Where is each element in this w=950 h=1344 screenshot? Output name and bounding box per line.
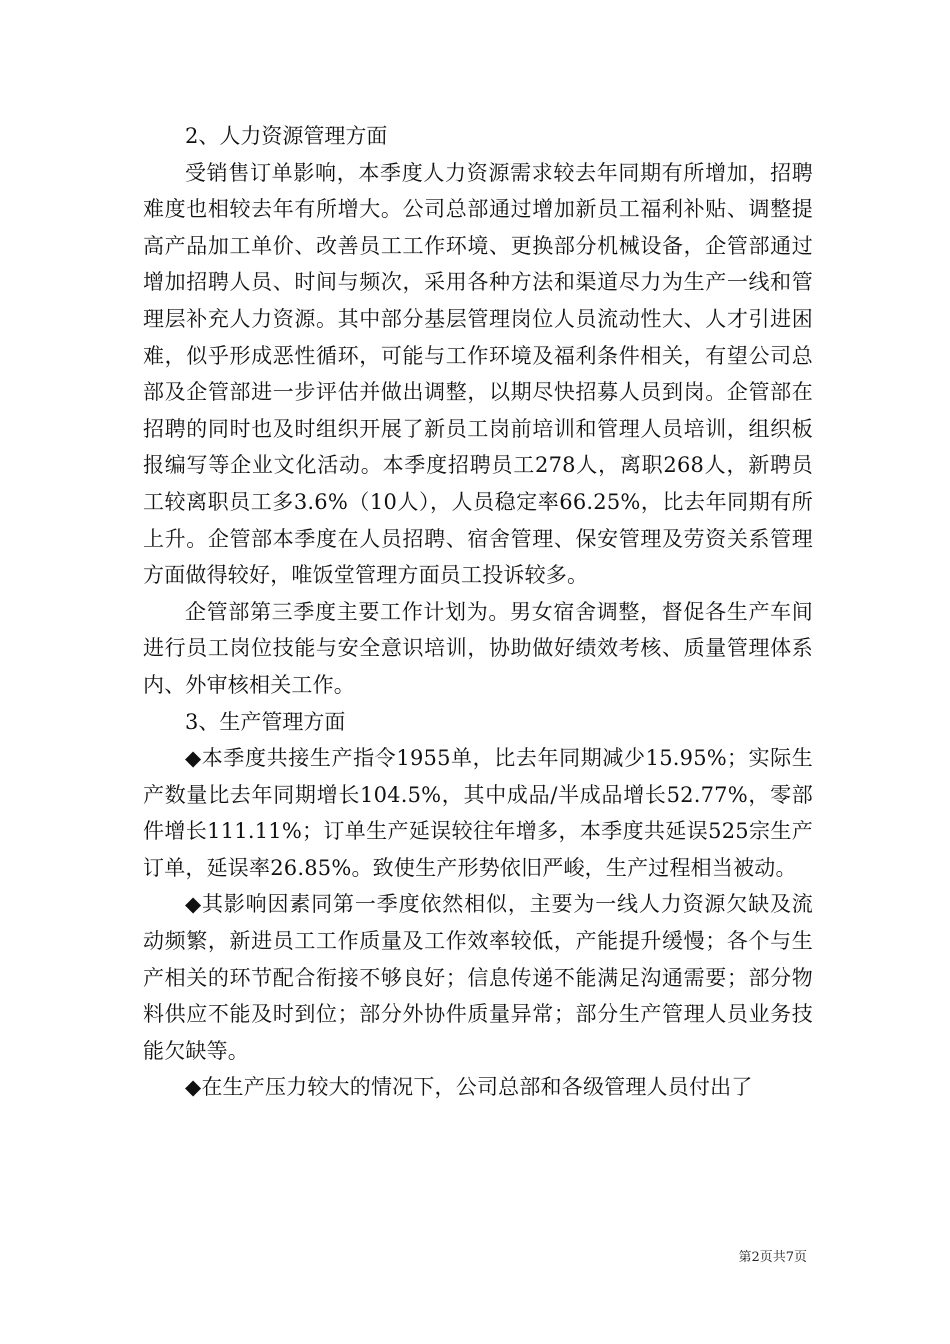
paragraph-production-orders: ◆本季度共接生产指令1955单，比去年同期减少15.95%；实际生产数量比去年同期增长104.5%，其中成品/半成品增长52.77%，零部件增长111.11%；订单生产延误较往年增多，本季度共延误525宗生产订单，延误率26.85%。致使生产形势依旧严峻，生产过程相当被动。 [143,746,813,880]
section-heading-production: 3、生产管理方面 [185,709,346,734]
paragraph-hr-summary: 受销售订单影响，本季度人力资源需求较去年同期有所增加，招聘难度也相较去年有所增大。公司总部通过增加新员工福利补贴、调整提高产品加工单价、改善员工工作环境、更换部分机械设备，企管部通过增加招聘人员、时间与频次，采用各种方法和渠道尽力为生产一线和管理层补充人力资源。其中部分基层管理岗位人员流动性大、人才引进困难，似乎形成恶性循环，可能与工作环境及福利条件相关，有望公司总部及企管部进一步评估并做出调整，以期尽快招募人员到岗。企管部在招聘的同时也及时组织开展了新员工岗前培训和管理人员培训，组织板报编写等企业文化活动。本季度招聘员工278人，离职268人，新聘员工较离职员工多3.6%（10人），人员稳定率66.25%，比去年同期有所上升。企管部本季度在人员招聘、宿舍管理、保安管理及劳资关系管理方面做得较好，唯饭堂管理方面员工投诉较多。 [143,160,813,588]
page-number: 第2页共7页 [738,1250,807,1265]
paragraph-production-factors: ◆其影响因素同第一季度依然相似，主要为一线人力资源欠缺及流动频繁，新进员工工作质量及工作效率较低，产能提升缓慢；各个与生产相关的环节配合衔接不够良好；信息传递不能满足沟通需要；部分物料供应不能及时到位；部分外协件质量异常；部分生产管理人员业务技能欠缺等。 [143,892,813,1063]
section-heading-hr: 2、人力资源管理方面 [185,124,388,148]
document-body [143,118,813,1106]
paragraph-production-efforts: ◆在生产压力较大的情况下，公司总部和各级管理人员付出了 [185,1075,753,1100]
paragraph-hr-plan: 企管部第三季度主要工作计划为。男女宿舍调整，督促各生产车间进行员工岗位技能与安全意识培训，协助做好绩效考核、质量管理体系内、外审核相关工作。 [143,599,813,697]
